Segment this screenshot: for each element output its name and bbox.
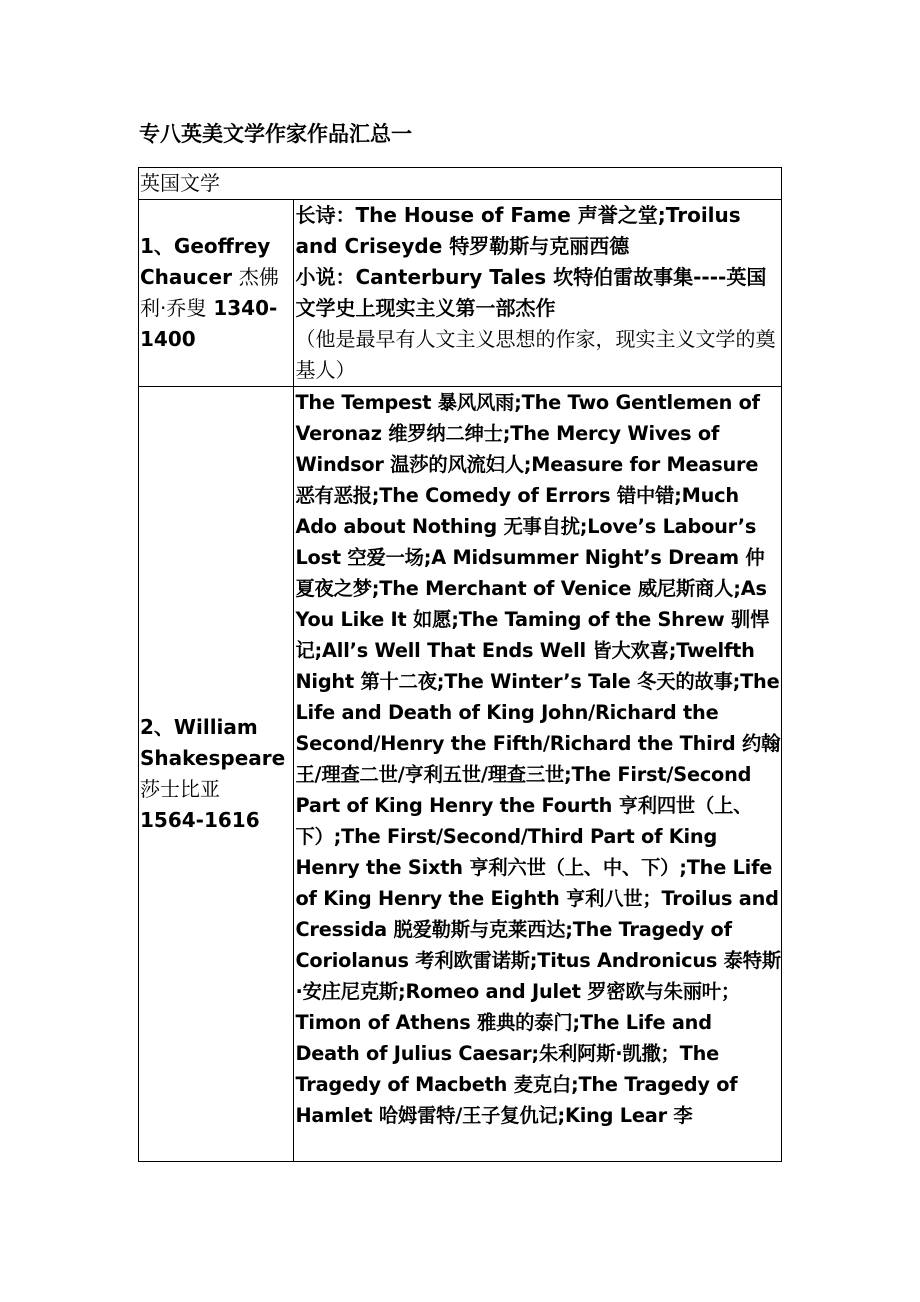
section-row [139, 168, 782, 200]
works-cell [294, 200, 782, 387]
works-line: 小说：Canterbury Tales 坎特伯雷故事集----英国文学史上现实主义第一部杰作 [295, 265, 767, 320]
author-cell [139, 200, 294, 387]
table-row [139, 200, 782, 387]
works-note: （他是最早有人文主义思想的作家，现实主义文学的奠基人） [295, 327, 776, 382]
author-number: 1、 [140, 234, 174, 258]
author-cell [139, 387, 294, 1162]
works-text: The Tempest 暴风风雨;The Two Gentlemen of Veronaz 维罗纳二绅士;The Mercy Wives of Windsor 温莎的风流妇人;Measure for Measure 恶有恶报;The Comedy of Errors 错中错;Much Ado about Nothing 无事自扰;Love’s Labour’s Lost 空爱一场;A Midsummer Night’s Dream 仲夏夜之梦;The Merchant of Venice 威尼斯商人;As You Like It 如愿;The Taming of the Shrew 驯悍记;All’s Well That Ends Well 皆大欢喜;Twelfth Night 第十二夜;The Winter’s Tale 冬天的故事;The Life and Death of King John/Richard the Second/Henry the Fifth/Richard the Third 约翰王/理查二世/亨利五世/理查三世;The First/Second Part of King Henry the Fourth 亨利四世（上、下）;The First/Second/Third Part of King Henry the Sixth 亨利六世（上、中、下）;The Life of King Henry the Eighth 亨利八世；Troilus and Cressida 脱爱勒斯与克莱西达;The Tragedy of Coriolanus 考利欧雷诺斯;Titus Andronicus 泰特斯·安庄尼克斯;Romeo and Julet 罗密欧与朱丽叶；Timon of Athens 雅典的泰门;The Life and Death of Julius Caesar;朱利阿斯·凯撒；The Tragedy of Macbeth 麦克白;The Tragedy of Hamlet 哈姆雷特/王子复仇记;King Lear 李 [295, 391, 781, 1127]
table-row [139, 387, 782, 1162]
works-line: 长诗：The House of Fame 声誉之堂;Troilus and Criseyde 特罗勒斯与克丽西德 [295, 203, 741, 258]
author-name-en: Geoffrey Chaucer [140, 234, 271, 289]
author-number: 2、 [140, 715, 174, 739]
author-years: 1564-1616 [140, 808, 260, 832]
document-title: 专八英美文学作家作品汇总一 [139, 122, 412, 146]
author-name-cn: 莎士比亚 [140, 777, 220, 801]
author-name-en: William Shakespeare [140, 715, 286, 770]
works-cell [294, 387, 782, 1162]
literature-table [138, 167, 782, 1162]
section-header-cell: 英国文学 [139, 168, 782, 200]
author-name-cn: 杰佛利·乔叟 [140, 265, 279, 320]
author-years: 1340-1400 [140, 296, 278, 351]
